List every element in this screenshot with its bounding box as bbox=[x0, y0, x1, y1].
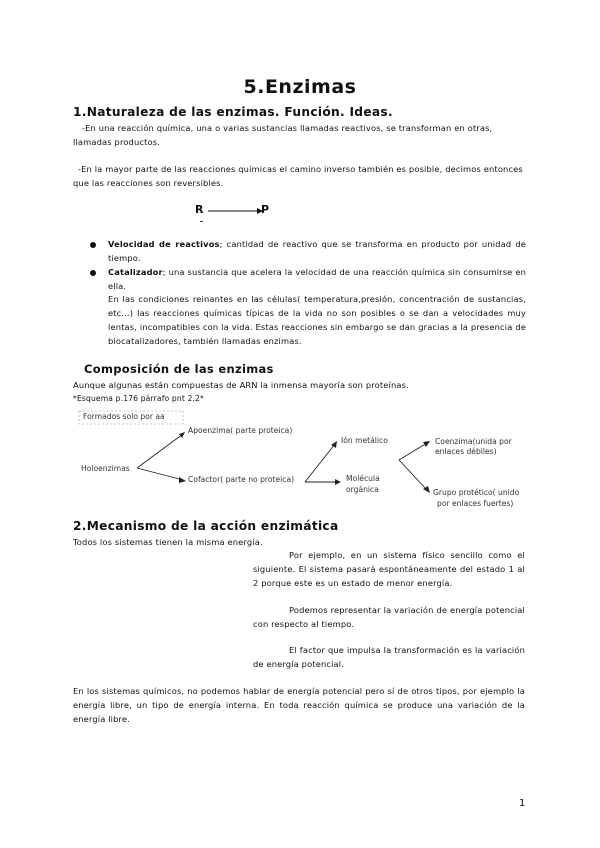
bullet-velocidad bbox=[108, 237, 526, 265]
composition-heading: Composición de las enzimas bbox=[84, 362, 274, 376]
term-catalizador: Catalizador bbox=[108, 267, 163, 277]
paragraph-potential-energy: Podemos representar la variación de energía potencial con respecto al tiempo. bbox=[253, 605, 525, 629]
bullet-icon bbox=[90, 242, 96, 248]
ion-metalico-label: Ión metálico bbox=[341, 436, 388, 445]
paragraph-reaction-definition: -En una reacción química, una o varias sustancias llamadas reactivos, se transforman en otras, llamadas productos. bbox=[73, 123, 493, 147]
page-number: 1 bbox=[519, 798, 526, 809]
definition-velocidad: ; cantidad de reactivo que se transforma en producto por unidad de tiempo. bbox=[108, 239, 526, 263]
definition-catalizador: ; una sustancia que acelera la velocidad de una reacción química sin consumirse en ella. bbox=[108, 267, 526, 291]
molecula-label-line1: Molécula bbox=[346, 474, 380, 483]
bullet-catalizador bbox=[108, 265, 526, 293]
apoenzima-label: Apoenzima( parte proteica) bbox=[188, 426, 293, 435]
paragraph-biocatalizadores: En las condiciones reinantes en las células( temperatura,presión, concentración de sustancias, etc...) las reacciones químicas típicas de la vida no son posibles o se dan a velocidades muy lentas, incompatibles con la vida. Estas reacciones sin embargo se dan gracias a la presencia de biocatalizadores, también llamadas enzimas. bbox=[108, 294, 526, 346]
reactant-label: R bbox=[195, 203, 204, 216]
coenzima-label-line2: enlaces débiles) bbox=[435, 447, 497, 456]
section-2-heading: 2.Mecanismo de la acción enzimática bbox=[73, 519, 339, 533]
energy-intro: Todos los sistemas tienen la misma energía. bbox=[73, 537, 263, 547]
small-mark bbox=[200, 221, 203, 222]
composition-note: *Esquema p.176 párrafo pnt 2.2* bbox=[73, 394, 204, 403]
reaction-diagram bbox=[190, 200, 290, 230]
molecula-label-line2: orgánica bbox=[346, 485, 379, 494]
enzyme-classification-diagram bbox=[73, 408, 533, 516]
coenzima-label-line1: Coenzima(unida por bbox=[435, 437, 512, 446]
page-title: 5.Enzimas bbox=[243, 76, 357, 98]
paragraph-physical-system: Por ejemplo, en un sistema físico sencillo como el siguiente. El sistema pasará espontáneamente del estado 1 al 2 porque este es un estado de menor energía. bbox=[253, 550, 525, 588]
holoenzimas-label: Holoenzimas bbox=[81, 464, 130, 473]
composition-text: Aunque algunas están compuestas de ARN la inmensa mayoría son proteínas. bbox=[73, 380, 409, 390]
formados-label: Formados solo por aa bbox=[83, 412, 165, 421]
product-label: P bbox=[261, 203, 270, 216]
bullet-icon bbox=[90, 270, 96, 276]
paragraph-driving-factor: El factor que impulsa la transformación es la variación de energía potencial. bbox=[253, 645, 525, 669]
cofactor-label: Cofactor( parte no proteica) bbox=[188, 475, 295, 484]
forward-arrow-icon bbox=[208, 206, 264, 216]
term-velocidad: Velocidad de reactivos bbox=[108, 239, 220, 249]
grupo-protetico-label-line1: Grupo protético( unido bbox=[433, 488, 520, 497]
section-1-heading: 1.Naturaleza de las enzimas. Función. Ideas. bbox=[73, 105, 393, 119]
paragraph-reversible: -En la mayor parte de las reacciones químicas el camino inverso también es posible, decimos entonces que las reacciones son reversibles. bbox=[73, 164, 523, 188]
paragraph-free-energy: En los sistemas químicos, no podemos hablar de energía potencial pero sí de otros tipos, por ejemplo la energía libre, un tipo de energía interna. En toda reacción química se produce una variación de la energía libre. bbox=[73, 686, 525, 724]
grupo-protetico-label-line2: por enlaces fuertes) bbox=[437, 499, 514, 508]
